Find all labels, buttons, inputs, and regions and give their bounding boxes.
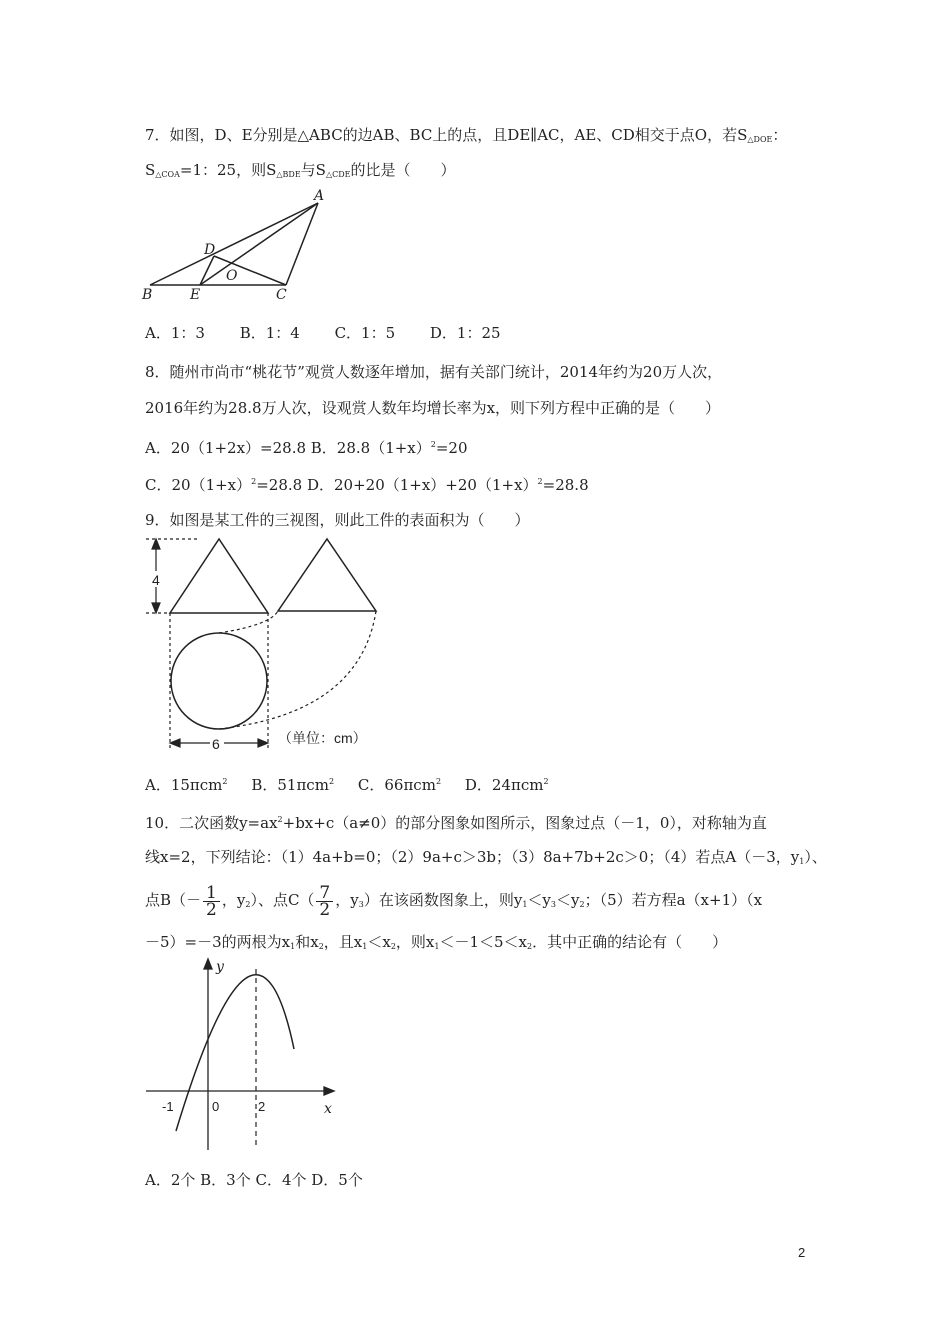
axis-label-y: y — [216, 959, 224, 975]
label-D: D — [204, 242, 216, 258]
q10-line2: 线x=2，下列结论：（1）4a+b=0；（2）9a+c＞3b；（3）8a+7b+2c＞0；（4）若点A（－3，$y_1$）、 — [145, 848, 827, 866]
q9-three-view-figure — [140, 535, 400, 760]
q7-options: A．1：3 B．1：4 C．1：5 D．1：25 — [145, 324, 501, 342]
q10-line4: －5）=－3的两根为$x_1$和$x_2$，且$x_1<x_2$，则$x_1<-1<5<x_2$．其中正确的结论有（ ） — [145, 933, 728, 951]
label-E: E — [190, 287, 201, 303]
dimension-height-4: 4 — [152, 572, 160, 588]
unit-label: （单位：cm） — [278, 730, 367, 746]
q10-line1: 10．二次函数$y=ax^2+bx+c(a\ne 0)$的部分图象如图所示，图象过点（－1，0），对称轴为直 — [145, 814, 767, 832]
label-A: A — [314, 188, 325, 204]
fraction-seven-half: $\frac{7}{2}$ — [316, 885, 333, 918]
q10-parabola-figure — [140, 955, 340, 1155]
q8-options-cd: C．$20(1+x)^2=28.8$ D．$20+20(1+x)+20(1+x)^2=28.8$ — [145, 476, 589, 494]
q7-triangle-figure — [138, 186, 338, 306]
q7-line1: 7．如图，D、E分别是△ABC的边AB、BC上的点，且DE∥AC，AE、CD相交于点O，若$S_{\triangle DOE}$： — [145, 126, 788, 144]
label-C: C — [276, 287, 287, 303]
tick-label-2: 2 — [258, 1099, 266, 1114]
q9-options: A．15πcm$^2$ B．51πcm$^2$ C．66πcm$^2$ D．24πcm$^2$ — [145, 776, 549, 794]
q8-line1: 8．随州市尚市“桃花节”观赏人数逐年增加，据有关部门统计，2014年约为20万人次， — [145, 363, 723, 381]
page-number: 2 — [798, 1245, 806, 1260]
q8-line2: 2016年约为28.8万人次，设观赏人数年均增长率为x，则下列方程中正确的是（ ） — [145, 399, 721, 417]
q10-line3: 点B（－ $\frac{1}{2}$ ，$y_2$）、点C（ $\frac{7}{2}$ ，$y_3$）在该函数图象上，则$y_1<y_3<y_2$；（5）若方程a（x+1）（x — [145, 882, 763, 920]
dimension-width-6: 6 — [212, 736, 220, 752]
q10-options: A．2个 B．3个 C．4个 D．5个 — [145, 1171, 363, 1189]
label-O: O — [226, 268, 238, 284]
q9-line1: 9．如图是某工件的三视图，则此工件的表面积为（ ） — [145, 511, 530, 529]
q8-options-ab: A．20（1+2x）=28.8 B．$28.8(1+x)^2=20$ — [145, 439, 468, 457]
fraction-one-half: $\frac{1}{2}$ — [203, 885, 220, 918]
tick-label-minus1: -1 — [162, 1099, 174, 1114]
q7-line2: $S_{\triangle COA}=1$：25，则$S_{\triangle BDE}$与$S_{\triangle CDE}$的比是（ ） — [145, 161, 456, 179]
tick-label-0: 0 — [212, 1099, 220, 1114]
axis-label-x: x — [324, 1101, 332, 1117]
label-B: B — [142, 287, 153, 303]
